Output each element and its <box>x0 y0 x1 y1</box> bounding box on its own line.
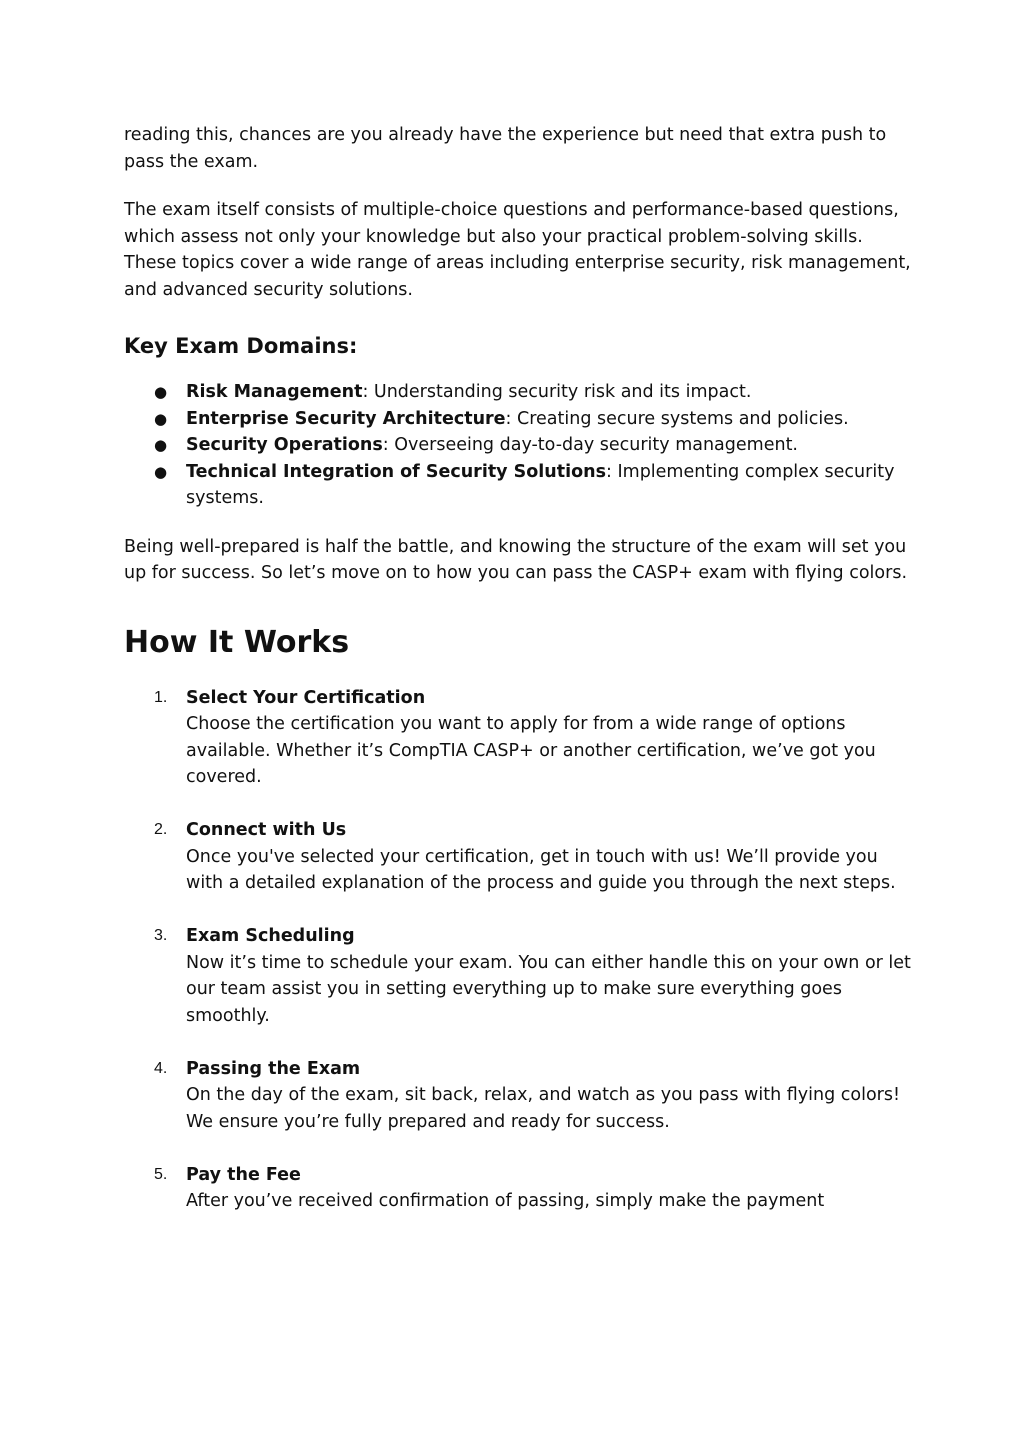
step-title: Select Your Certification <box>186 687 426 708</box>
step-description: Choose the certification you want to apply for from a wide range of options available. Whether it’s CompTIA CASP+ or another certification, we’ve got you covered. <box>186 714 876 787</box>
step-number: 2. <box>154 821 168 838</box>
domain-text: : Creating secure systems and policies. <box>505 408 849 429</box>
domain-text: : Overseeing day-to-day security management. <box>382 435 798 455</box>
domain-title: Risk Management <box>186 382 363 402</box>
domain-title: Security Operations <box>186 435 383 455</box>
step-item <box>124 1162 914 1215</box>
document-page <box>124 122 914 1241</box>
step-item <box>124 817 914 897</box>
step-title: Pay the Fee <box>186 1164 301 1185</box>
list-item <box>124 379 914 406</box>
intro-paragraph: reading this, chances are you already have the experience but need that extra push to pass the exam. <box>124 125 887 172</box>
step-item <box>124 685 914 791</box>
step-description: After you’ve received confirmation of passing, simply make the payment <box>186 1191 825 1211</box>
domains-list <box>124 379 914 512</box>
list-item <box>124 406 914 433</box>
step-title: Exam Scheduling <box>186 926 355 946</box>
closing-paragraph: Being well-prepared is half the battle, and knowing the structure of the exam will set you up for success. So let’s move on to how you can pass the CASP+ exam with flying colors. <box>124 536 908 583</box>
list-item <box>124 432 914 459</box>
domain-title: Enterprise Security Architecture <box>186 408 506 429</box>
step-number: 5. <box>154 1165 168 1183</box>
how-it-works-heading: How It Works <box>124 624 350 660</box>
step-title: Connect with Us <box>186 820 347 840</box>
domain-text: : Implementing complex security systems. <box>186 461 895 508</box>
bullet-icon: ● <box>154 462 168 481</box>
step-number: 3. <box>154 927 168 944</box>
list-item <box>124 459 914 512</box>
step-description: Now it’s time to schedule your exam. You can either handle this on your own or let our team assist you in setting everything up to make sure everything goes smoothly. <box>186 952 911 1026</box>
step-title: Passing the Exam <box>186 1058 361 1079</box>
step-number: 4. <box>154 1059 168 1077</box>
step-item <box>124 923 914 1029</box>
steps-list <box>124 685 914 1215</box>
step-description: Once you've selected your certification, get in touch with us! We’ll provide you with a detailed explanation of the process and guide you through the next steps. <box>186 846 896 893</box>
step-number: 1. <box>154 688 168 706</box>
step-item <box>124 1056 914 1136</box>
domain-title: Technical Integration of Security Solutions <box>186 461 607 482</box>
bullet-icon: ● <box>154 409 168 428</box>
bullet-icon: ● <box>154 436 168 454</box>
bullet-icon: ● <box>154 383 168 401</box>
domain-text: : Understanding security risk and its impact. <box>362 382 752 402</box>
exam-description-paragraph: The exam itself consists of multiple-choice questions and performance-based questions, which assess not only your knowledge but also your practical problem-solving skills. These topics cover a wide range of areas including enterprise security, risk management, and advanced security solutions. <box>124 200 911 300</box>
step-description: On the day of the exam, sit back, relax, and watch as you pass with flying colors! We ensure you’re fully prepared and ready for success. <box>186 1085 900 1132</box>
domains-heading: Key Exam Domains: <box>124 334 358 358</box>
